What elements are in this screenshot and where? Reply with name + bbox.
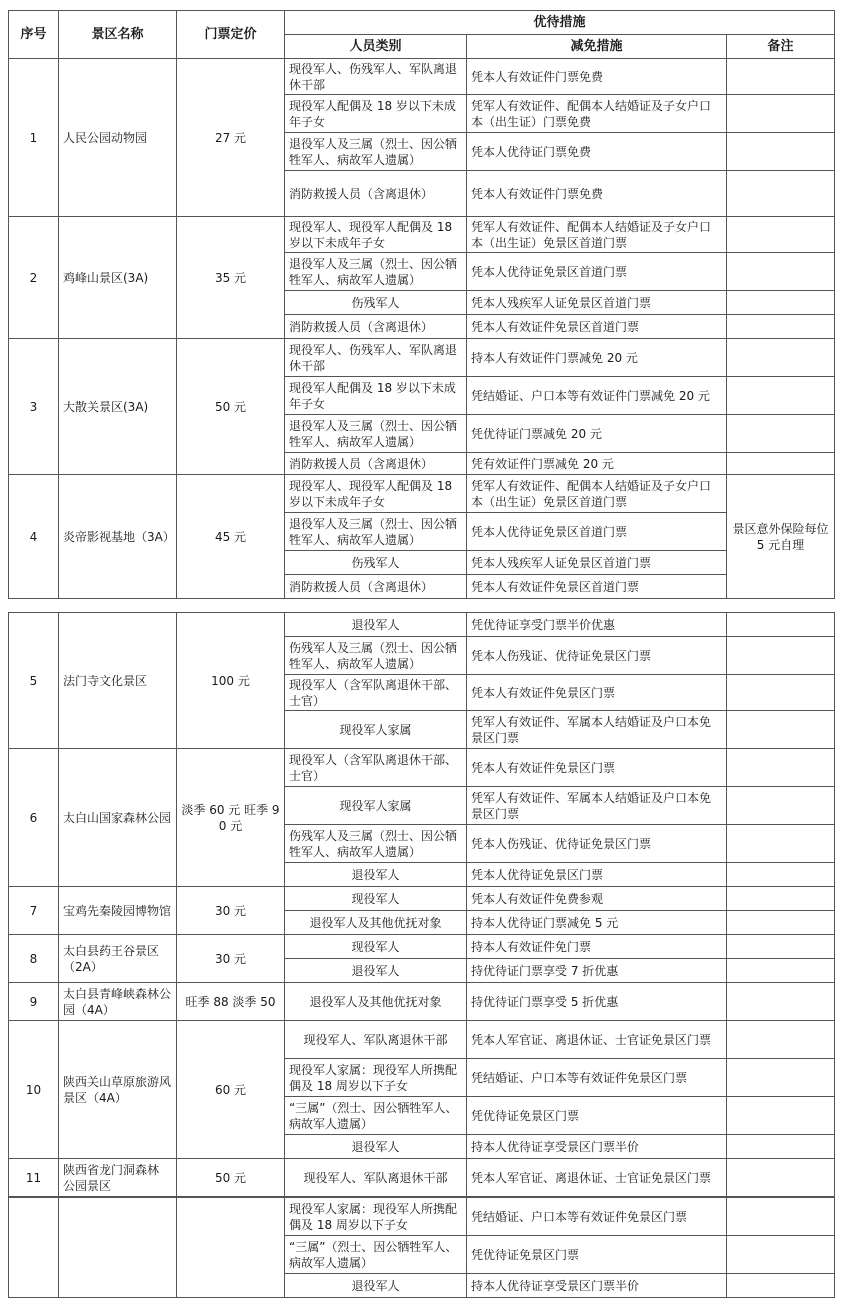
measure-cell: 凭军人有效证件、配偶本人结婚证及子女户口本（出生证）免景区首道门票 [467,475,727,513]
people-cell: 现役军人配偶及 18 岁以下未成年子女 [285,377,467,415]
measure-cell: 凭军人有效证件、配偶本人结婚证及子女户口本（出生证）门票免费 [467,95,727,133]
price-cell: 60 元 [177,1021,285,1159]
measure-cell: 持本人优待证享受景区门票半价 [467,1135,727,1159]
header-people: 人员类别 [285,35,467,59]
seq-cell: 7 [9,887,59,935]
people-cell: 消防救援人员（含离退休） [285,171,467,217]
spot-name-cell: 太白县药王谷景区（2A） [59,935,177,983]
people-cell: 退役军人 [285,863,467,887]
note-cell [727,863,835,887]
seq-cell: 9 [9,983,59,1021]
header-seq: 序号 [9,11,59,59]
people-cell: 伤残军人 [285,291,467,315]
people-cell: 现役军人 [285,935,467,959]
people-cell: 现役军人、现役军人配偶及 18 岁以下未成年子女 [285,217,467,253]
price-cell: 45 元 [177,475,285,599]
note-cell [727,711,835,749]
measure-cell: 凭本人军官证、离退休证、士官证免景区门票 [467,1021,727,1059]
note-cell [727,1159,835,1197]
people-cell: 现役军人家属 [285,787,467,825]
note-cell [727,253,835,291]
measure-cell: 持优待证门票享受 7 折优惠 [467,959,727,983]
price-cell [177,1198,285,1298]
table-row [9,1198,835,1236]
people-cell: 现役军人家属 [285,711,467,749]
people-cell: 现役军人家属：现役军人所携配偶及 18 周岁以下子女 [285,1059,467,1097]
people-cell: 退役军人及三属（烈士、因公牺牲军人、病故军人遗属） [285,253,467,291]
measure-cell: 凭本人有效证件免景区门票 [467,675,727,711]
people-cell: 现役军人、现役军人配偶及 18 岁以下未成年子女 [285,475,467,513]
spot-name-cell: 人民公园动物园 [59,59,177,217]
spot-name-cell: 陕西关山草原旅游风景区（4A） [59,1021,177,1159]
measure-cell: 凭军人有效证件、军属本人结婚证及户口本免景区门票 [467,787,727,825]
price-cell: 30 元 [177,887,285,935]
note-cell [727,415,835,453]
seq-cell: 5 [9,613,59,749]
table-row [9,339,835,377]
measure-cell: 凭本人有效证件免景区首道门票 [467,575,727,599]
measure-cell: 凭军人有效证件、配偶本人结婚证及子女户口本（出生证）免景区首道门票 [467,217,727,253]
note-cell [727,291,835,315]
measure-cell: 凭本人优待证门票免费 [467,133,727,171]
header-measure: 减免措施 [467,35,727,59]
seq-cell: 3 [9,339,59,475]
people-cell: 退役军人及三属（烈士、因公牺牲军人、病故军人遗属） [285,415,467,453]
measure-cell: 凭本人残疾军人证免景区首道门票 [467,291,727,315]
people-cell: 现役军人、军队离退休干部 [285,1021,467,1059]
measure-cell: 持本人优待证享受景区门票半价 [467,1274,727,1298]
people-cell: 退役军人 [285,959,467,983]
note-cell [727,637,835,675]
spot-name-cell: 太白县青峰峡森林公园（4A） [59,983,177,1021]
discount-table-part-3 [8,1197,835,1298]
header-note: 备注 [727,35,835,59]
people-cell: 伤残军人及三属（烈士、因公牺牲军人、病故军人遗属） [285,637,467,675]
note-cell [727,1274,835,1298]
note-cell [727,377,835,415]
measure-cell: 凭本人有效证件门票免费 [467,171,727,217]
price-cell: 50 元 [177,339,285,475]
people-cell: 现役军人、军队离退休干部 [285,1159,467,1197]
note-cell [727,59,835,95]
spot-name-cell: 陕西省龙门洞森林 公园景区 [59,1159,177,1197]
price-cell: 30 元 [177,935,285,983]
table-row [9,749,835,787]
note-cell [727,749,835,787]
note-cell [727,95,835,133]
people-cell: 现役军人配偶及 18 岁以下未成年子女 [285,95,467,133]
people-cell: 现役军人（含军队离退休干部、士官） [285,675,467,711]
table-row [9,59,835,95]
measure-cell: 凭本人有效证件免费参观 [467,887,727,911]
seq-cell: 4 [9,475,59,599]
note-cell [727,1097,835,1135]
measure-cell: 持本人优待证门票减免 5 元 [467,911,727,935]
people-cell: 现役军人家属：现役军人所携配偶及 18 周岁以下子女 [285,1198,467,1236]
people-cell: 退役军人 [285,1135,467,1159]
measure-cell: 凭优待证享受门票半价优惠 [467,613,727,637]
table-row [9,475,835,513]
note-cell [727,825,835,863]
seq-cell: 11 [9,1159,59,1197]
table-row [9,217,835,253]
people-cell: 消防救援人员（含离退休） [285,453,467,475]
measure-cell: 凭本人有效证件门票免费 [467,59,727,95]
note-cell [727,959,835,983]
people-cell: “三属”（烈士、因公牺牲军人、病故军人遗属） [285,1236,467,1274]
measure-cell: 凭结婚证、户口本等有效证件门票减免 20 元 [467,377,727,415]
price-cell: 50 元 [177,1159,285,1197]
measure-cell: 凭优待证免景区门票 [467,1097,727,1135]
header-spot-name: 景区名称 [59,11,177,59]
measure-cell: 凭本人优待证免景区首道门票 [467,253,727,291]
people-cell: 现役军人、伤残军人、军队离退休干部 [285,339,467,377]
note-cell [727,787,835,825]
people-cell: 退役军人及其他优抚对象 [285,983,467,1021]
table-row [9,1159,835,1197]
note-cell [727,171,835,217]
note-cell [727,935,835,959]
note-cell [727,1021,835,1059]
people-cell: “三属”（烈士、因公牺牲军人、病故军人遗属） [285,1097,467,1135]
spot-name-cell: 太白山国家森林公园 [59,749,177,887]
note-cell [727,315,835,339]
discount-table-part-2 [8,612,835,1197]
spot-name-cell [59,1198,177,1298]
measure-cell: 凭结婚证、户口本等有效证件免景区门票 [467,1198,727,1236]
measure-cell: 凭优待证门票减免 20 元 [467,415,727,453]
note-cell [727,1198,835,1236]
price-cell: 35 元 [177,217,285,339]
people-cell: 现役军人、伤残军人、军队离退休干部 [285,59,467,95]
measure-cell: 凭本人残疾军人证免景区首道门票 [467,551,727,575]
people-cell: 伤残军人及三属（烈士、因公牺牲军人、病故军人遗属） [285,825,467,863]
table-row [9,887,835,911]
note-cell [727,453,835,475]
people-cell: 消防救援人员（含离退休） [285,315,467,339]
seq-cell [9,1198,59,1298]
discount-table-part-1 [8,10,835,599]
spot-name-cell: 宝鸡先秦陵园博物馆 [59,887,177,935]
note-cell [727,983,835,1021]
seq-cell: 6 [9,749,59,887]
people-cell: 退役军人 [285,613,467,637]
note-cell [727,1059,835,1097]
note-cell [727,1135,835,1159]
measure-cell: 凭本人伤残证、优待证免景区门票 [467,637,727,675]
seq-cell: 8 [9,935,59,983]
header-offer: 优待措施 [285,11,835,35]
measure-cell: 持本人有效证件门票减免 20 元 [467,339,727,377]
table-row [9,935,835,959]
note-cell [727,911,835,935]
table-row [9,613,835,637]
measure-cell: 持本人有效证件免门票 [467,935,727,959]
seq-cell: 10 [9,1021,59,1159]
spot-name-cell: 炎帝影视基地（3A） [59,475,177,599]
measure-cell: 凭本人优待证免景区门票 [467,863,727,887]
measure-cell: 凭本人军官证、离退休证、士官证免景区门票 [467,1159,727,1197]
price-cell: 淡季 60 元 旺季 90 元 [177,749,285,887]
table-row [9,1021,835,1059]
price-cell: 27 元 [177,59,285,217]
people-cell: 退役军人及其他优抚对象 [285,911,467,935]
measure-cell: 持优待证门票享受 5 折优惠 [467,983,727,1021]
note-cell [727,339,835,377]
table-row [9,983,835,1021]
people-cell: 退役军人 [285,1274,467,1298]
spot-name-cell: 鸡峰山景区(3A) [59,217,177,339]
seq-cell: 2 [9,217,59,339]
note-cell [727,887,835,911]
spot-name-cell: 法门寺文化景区 [59,613,177,749]
note-cell [727,675,835,711]
people-cell: 退役军人及三属（烈士、因公牺牲军人、病故军人遗属） [285,513,467,551]
measure-cell: 凭有效证件门票减免 20 元 [467,453,727,475]
people-cell: 退役军人及三属（烈士、因公牺牲军人、病故军人遗属） [285,133,467,171]
price-cell: 100 元 [177,613,285,749]
header-ticket-price: 门票定价 [177,11,285,59]
people-cell: 伤残军人 [285,551,467,575]
measure-cell: 凭本人伤残证、优待证免景区门票 [467,825,727,863]
note-cell [727,217,835,253]
note-cell [727,133,835,171]
note-cell [727,1236,835,1274]
price-cell: 旺季 88 淡季 50 [177,983,285,1021]
measure-cell: 凭本人有效证件免景区首道门票 [467,315,727,339]
note-cell [727,613,835,637]
measure-cell: 凭本人优待证免景区首道门票 [467,513,727,551]
measure-cell: 凭军人有效证件、军属本人结婚证及户口本免景区门票 [467,711,727,749]
seq-cell: 1 [9,59,59,217]
people-cell: 消防救援人员（含离退休） [285,575,467,599]
note-cell: 景区意外保险每位 5 元自理 [727,475,835,599]
people-cell: 现役军人 [285,887,467,911]
measure-cell: 凭优待证免景区门票 [467,1236,727,1274]
measure-cell: 凭本人有效证件免景区门票 [467,749,727,787]
people-cell: 现役军人（含军队离退休干部、士官） [285,749,467,787]
spot-name-cell: 大散关景区(3A) [59,339,177,475]
measure-cell: 凭结婚证、户口本等有效证件免景区门票 [467,1059,727,1097]
